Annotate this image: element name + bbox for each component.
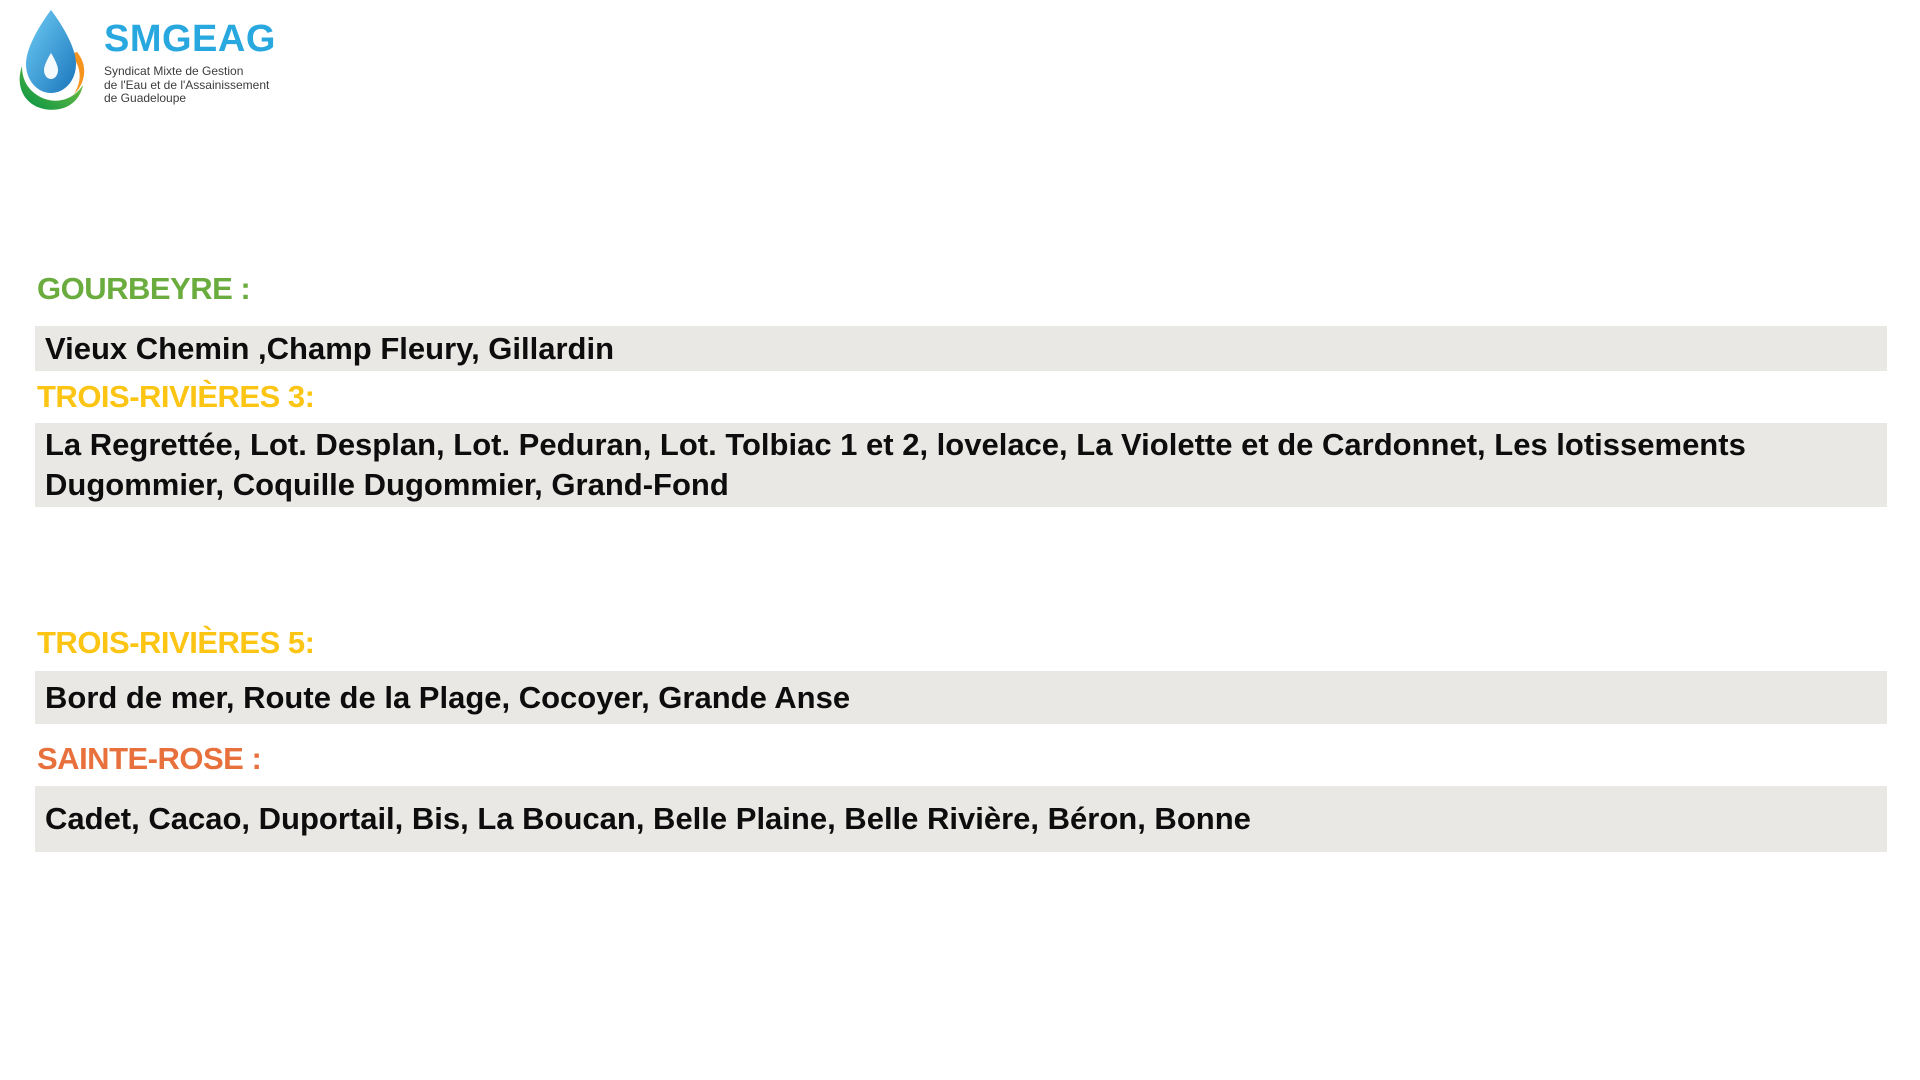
- locations-bar-trois-rivieres-5: [35, 671, 1887, 724]
- brand-subtitle-line: de Guadeloupe: [104, 91, 187, 105]
- brand-name: SMGEAG: [104, 18, 276, 60]
- locations-line: Dugommier, Coquille Dugommier, Grand-Fond: [45, 467, 729, 502]
- locations-bar-sainte-rose: [35, 786, 1887, 852]
- locations-bar-trois-rivieres-3: [35, 423, 1887, 507]
- locations-line: Vieux Chemin ,Champ Fleury, Gillardin: [45, 330, 615, 366]
- heading-trois-rivieres-5: TROIS-RIVIÈRES 5:: [37, 625, 315, 660]
- locations-line: Bord de mer, Route de la Plage, Cocoyer, Grande Anse: [45, 679, 851, 715]
- smgeag-logo: [14, 8, 276, 117]
- heading-sainte-rose: SAINTE-ROSE :: [37, 741, 262, 776]
- locations-line: Cadet, Cacao, Duportail, Bis, La Boucan, Belle Plaine, Belle Rivière, Béron, Bonne: [45, 801, 1251, 836]
- locations-line: La Regrettée, Lot. Desplan, Lot. Peduran, Lot. Tolbiac 1 et 2, lovelace, La Violette et de Cardonnet, Les lotissements: [45, 427, 1746, 462]
- brand-subtitle-line: Syndicat Mixte de Gestion: [104, 64, 244, 78]
- heading-gourbeyre: GOURBEYRE :: [37, 271, 251, 306]
- brand-subtitle: [104, 65, 276, 106]
- locations-bar-gourbeyre: [35, 326, 1887, 371]
- brand-subtitle-line: de l'Eau et de l'Assainissement: [104, 77, 270, 92]
- heading-trois-rivieres-3: TROIS-RIVIÈRES 3:: [37, 379, 315, 414]
- water-drop-leaf-icon: [14, 8, 88, 117]
- logo-text-block: [104, 8, 276, 106]
